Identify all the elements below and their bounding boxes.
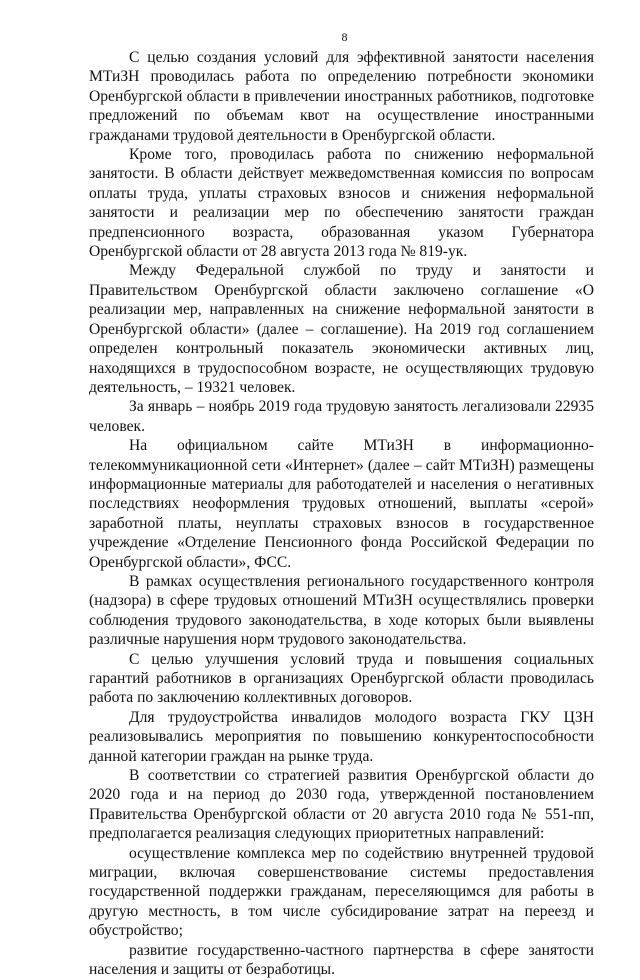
- paragraph-informal-employment: Кроме того, проводилась работа по снижению неформальной занятости. В области действует межведомственная комиссия по вопросам оплаты труда, уплаты страховых взносов и снижения неформальной занятости и реализации мер по обеспечению занятости граждан предпенсионного возраста, образованная указом Губернатора Оренбургской области от 28 августа 2013 года № 819-ук.: [89, 146, 594, 261]
- paragraph-collective-agreements: С целью улучшения условий труда и повышения социальных гарантий работников в организациях Оренбургской области проводилась работа по заключению коллективных договоров.: [89, 650, 594, 707]
- paragraph-strategy: В соответствии со стратегией развития Оренбургской области до 2020 года и на период до 2030 года, утвержденной постановлением Правительства Оренбургской области от 20 августа 2010 года № 551-пп, предполагается реализация следующих приоритетных направлений:: [89, 767, 594, 843]
- paragraph-disabled-youth: Для трудоустройства инвалидов молодого возраста ГКУ ЦЗН реализовывались мероприятия по повышению конкурентоспособности данной категории граждан на рынке труда.: [89, 708, 594, 765]
- paragraph-state-control: В рамках осуществления регионального государственного контроля (надзора) в сфере трудовых отношений МТиЗН осуществлялись проверки соблюдения трудового законодательства, в ходе которых были выявлены различные нарушения норм трудового законодательства.: [89, 572, 594, 649]
- paragraph-agreement: Между Федеральной службой по труду и занятости и Правительством Оренбургской области заключено соглашение «О реализации мер, направленных на снижение неформальной занятости в Оренбургской области» (далее – соглашение). На 2019 год соглашением определен контрольный показатель экономически активных лиц, находящихся в трудоспособном возрасте, не осуществляющих трудовую деятельность, – 19321 человек.: [89, 262, 594, 396]
- paragraph-foreign-workers: С целью создания условий для эффективной занятости населения МТиЗН проводилась работа по определению потребности экономики Оренбургской области в привлечении иностранных работников, подготовке предложений по объемам квот на осуществление иностранными гражданами трудовой деятельности в Оренбургской области.: [89, 49, 594, 144]
- paragraph-internal-migration: осуществление комплекса мер по содействию внутренней трудовой миграции, включая совершенствование системы предоставления государственной поддержки гражданам, переселяющимся для работы в другую местность, в том числе субсидирование затрат на переезд и обустройство;: [89, 844, 594, 940]
- paragraph-legalized-employment: За январь – ноябрь 2019 года трудовую занятость легализовали 22935 человек.: [89, 398, 594, 435]
- paragraph-website-materials: На официальном сайте МТиЗН в информационно-телекоммуникационной сети «Интернет» (далее – сайт МТиЗН) размещены информационные материалы для работодателей и населения о негативных последствиях неоформления трудовых отношений, выплаты «серой» заработной платы, неуплаты страховых взносов в государственное учреждение «Отделение Пенсионного фонда Российской Федерации по Оренбургской области», ФСС.: [89, 437, 594, 571]
- page-number: 8: [341, 30, 348, 44]
- document-page: [89, 30, 594, 980]
- paragraph-public-private-partnership: развитие государственно-частного партнерства в сфере занятости населения и защиты от безработицы.: [89, 941, 594, 979]
